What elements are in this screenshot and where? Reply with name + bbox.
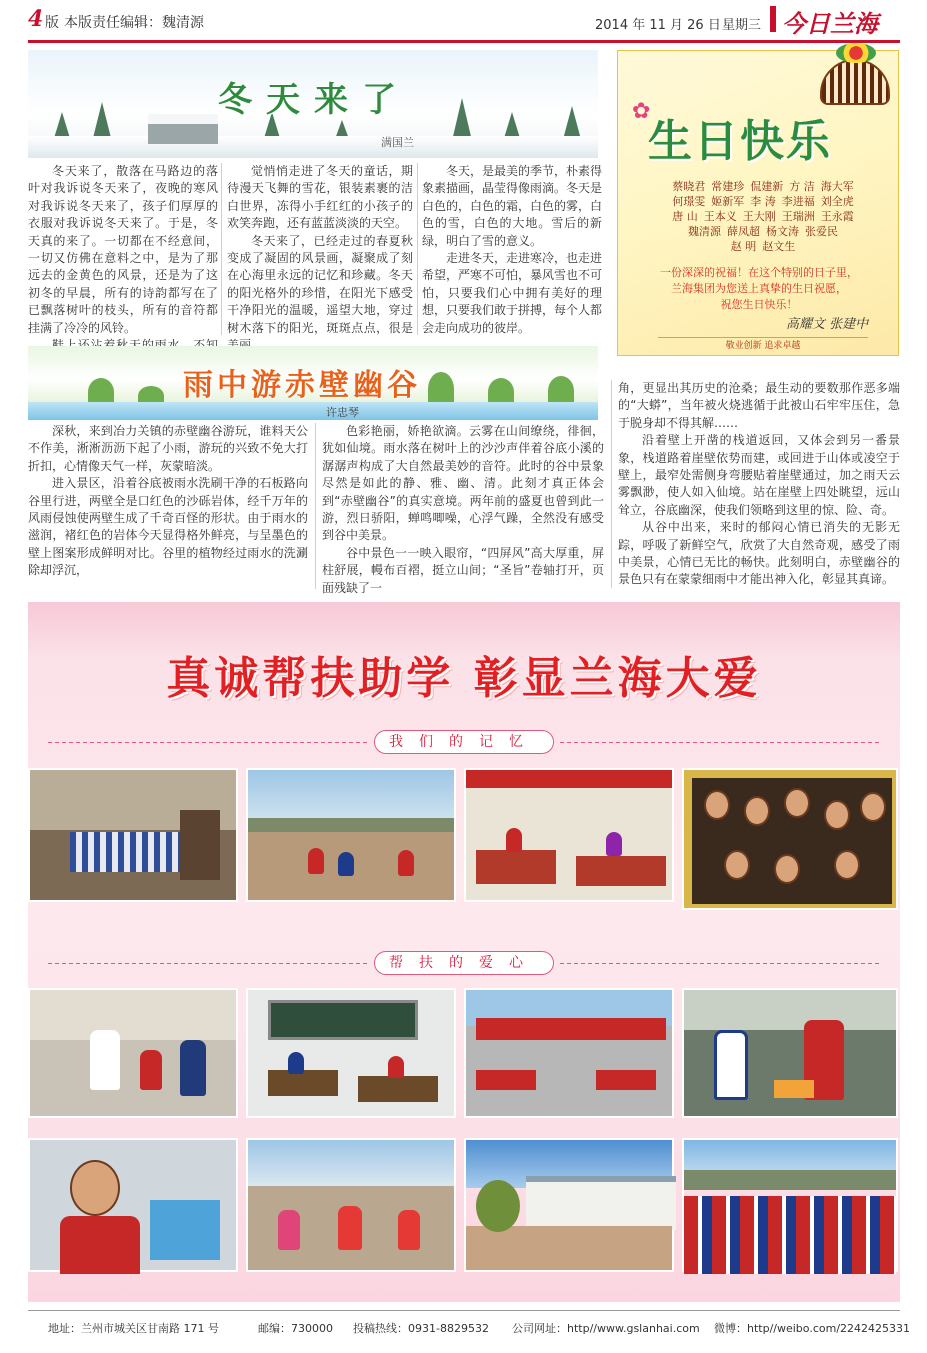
brand-marker	[770, 6, 776, 32]
student-figure	[714, 1030, 748, 1100]
valley-banner	[28, 346, 598, 420]
paragraph: 进入景区，沿着谷底被雨水洗刷干净的石板路向谷里行进，两壁全是口红色的沙砾岩体，经千万年的风雨侵蚀使两壁生成了千奇百怪的形状。由于雨水的滋润，褚红色的岩体今天显得格外鲜亮，与呈墨色的壁上图案形成鲜明对比。谷里的植物经过雨水的洗涮除却浮沉，	[28, 476, 308, 578]
hills	[684, 1170, 896, 1190]
issue-weekday: 星期三	[722, 18, 762, 33]
winter-banner	[28, 50, 598, 158]
trees-line	[248, 818, 454, 832]
donation-board	[596, 1070, 656, 1090]
page-unit: 版	[45, 15, 59, 31]
employee-name: 王大刚	[742, 210, 776, 223]
snow-ground	[28, 136, 598, 158]
student-figure	[338, 1206, 362, 1250]
employee-name: 唐 山	[672, 210, 698, 223]
photo-schoolyard	[246, 768, 456, 902]
photo-girls-playground	[246, 1138, 456, 1272]
cake-icon	[820, 59, 890, 105]
child-face	[724, 850, 750, 880]
valley-column-2	[322, 423, 604, 595]
valley-column-1	[28, 423, 308, 589]
flower-icon: ✿	[632, 99, 651, 124]
student-figure	[140, 1050, 162, 1090]
valley-column-3	[618, 380, 900, 588]
birthday-name-list	[638, 179, 888, 254]
valley-article-title: 雨中游赤壁幽谷	[183, 368, 421, 403]
paragraph: 冬天来了，已经走过的春夏秋变成了凝固的风景画，凝聚成了刻在心海里永远的记忆和珍藏。冬天的阳光格外的珍惜，在阳光下感受干净阳光的温暖，遥望大地，穿过树木落下的阳光，斑斑点点，很是	[227, 233, 413, 335]
adult-figure	[180, 1040, 206, 1096]
student-figure	[398, 850, 414, 876]
tree-icon	[476, 1180, 520, 1232]
company-motto: 敬业创新 追求卓越	[658, 337, 868, 353]
desk	[476, 850, 556, 884]
child-face	[704, 790, 730, 820]
brand-logo: 今日兰海	[782, 9, 878, 38]
footer-divider	[28, 1310, 900, 1311]
footer-postcode: 邮编：730000	[258, 1322, 333, 1335]
employee-name: 杨文涛	[766, 225, 799, 238]
name-row	[638, 179, 888, 194]
child-face	[784, 788, 810, 818]
child-face	[860, 792, 886, 822]
photo-dormitory-bed	[28, 768, 238, 902]
column-divider	[315, 423, 316, 589]
employee-name: 赵文生	[762, 240, 796, 253]
tree-icon	[428, 372, 454, 406]
name-row	[638, 209, 888, 224]
paragraph: 觉悄悄走进了冬天的童话，期待漫天飞舞的雪花，银装素裹的洁白世界，冻得小手红红的小孩子的欢笑奔跑，还有蓝蓝淡淡的天空。	[227, 164, 413, 231]
employee-name: 刘全虎	[820, 195, 854, 208]
wish-line: 兰海集团为您送上真挚的生日祝愿，	[671, 282, 847, 295]
birthday-title: 生日快乐	[648, 116, 832, 167]
winter-article-title: 冬天来了	[218, 80, 410, 120]
paragraph: 角，更显出其历史的沧桑；最生动的要数那作恶多端的“大蟒”，当年被火烧逃循于此被山石牢牢压住，急于脱身却不得其解……	[618, 381, 900, 430]
desk	[576, 856, 666, 886]
paragraph: 沿着壁上开凿的栈道返回，又体会到另一番景象，栈道路着崖壁依势而建，或回进于山体或凌空于壁上，最窄处需侧身弯腰贴着崖壁通过，加之雨天云雾飘渺，使人如入仙境。站在崖壁上四处眺望，远山耸立，谷底幽深，使我们领略到这里的惊、险、奇。	[618, 433, 900, 517]
paragraph: 冬天，是最美的季节，朴素得象素描画，晶莹得像雨滴。冬天是白色的，白色的霜，白色的雾，白色的雪，白色的大地。雪后的新绿，明白了雪的意义。	[422, 164, 603, 248]
valley-article-author: 许忠琴	[326, 406, 359, 419]
employee-name: 李进福	[781, 195, 815, 208]
employee-name: 何璟雯	[672, 195, 706, 208]
donation-board	[476, 1070, 536, 1090]
photo-school-building	[464, 1138, 674, 1272]
employee-name: 薛凤超	[727, 225, 760, 238]
photo-giving-gifts	[682, 988, 898, 1118]
wish-line: 祝您生日快乐！	[720, 298, 798, 311]
footer-hotline: 投稿热线：0931-8829532	[353, 1322, 489, 1335]
student-group	[684, 1196, 896, 1274]
student-figure	[506, 828, 522, 852]
gift-package	[150, 1200, 220, 1260]
cabinet	[180, 810, 220, 880]
child-face	[834, 850, 860, 880]
student-figure	[388, 1056, 404, 1078]
dotted-rule	[48, 963, 368, 964]
masthead	[0, 0, 927, 44]
photo-child-with-gifts	[28, 1138, 238, 1272]
gift-box	[774, 1080, 814, 1098]
paragraph: 走进冬天，走进寒冷，也走进希望，严寒不可怕，暴风雪也不可怕，只要我们心中拥有美好的理想，只要我们敢于拼搏，每个人都会走向成功的彼岸。	[422, 251, 603, 335]
section-label-caring: 帮扶的爱心	[374, 951, 554, 975]
lake	[28, 402, 598, 420]
employee-name: 蔡晓君	[672, 180, 706, 193]
birthday-signature: 高耀文 张建中	[786, 317, 869, 332]
desk	[268, 1070, 338, 1096]
employee-name: 王瑞洲	[781, 210, 815, 223]
header-divider	[28, 40, 900, 43]
section-label-memories: 我们的记忆	[374, 730, 554, 754]
winter-article-author: 满国兰	[381, 136, 414, 149]
student-figure	[338, 852, 354, 876]
name-row	[638, 194, 888, 209]
footer-website[interactable]: 公司网址：http//www.gslanhai.com	[512, 1322, 700, 1335]
blackboard	[268, 1000, 418, 1040]
photo-children-window	[682, 768, 898, 910]
issue-date: 2014 年 11 月 26 日	[595, 18, 721, 33]
column-divider	[417, 163, 418, 335]
wish-line: 一份深深的祝福！在这个特别的日子里，	[660, 266, 858, 279]
photo-classroom-students	[464, 768, 674, 902]
employee-name: 侃建新	[750, 180, 784, 193]
employee-name: 李 涛	[750, 195, 776, 208]
student-figure	[606, 832, 622, 856]
paragraph: 深秋，来到冶力关镇的赤壁幽谷游玩，谁料天公不作美，淅淅沥沥下起了小雨，游玩的兴致不免大打折扣，心情像天气一样，灰蒙暗淡。	[28, 424, 308, 473]
column-divider	[611, 380, 612, 588]
footer-weibo[interactable]: 微博：http//weibo.com/2242425331	[714, 1322, 911, 1335]
classroom-banner	[466, 770, 672, 788]
employee-name: 王本义	[703, 210, 737, 223]
employee-name: 赵 明	[730, 240, 757, 253]
employee-name: 张爱民	[805, 225, 838, 238]
name-row	[638, 224, 888, 239]
paragraph: 谷中景色一一映入眼帘，“四屏风”高大厚重，屏柱舒展，幔布百褶，挺立山间；“圣旨”卷轴打开，页面残缺了一	[322, 545, 604, 595]
school-building	[526, 1176, 676, 1230]
photo-donation-ceremony	[28, 988, 238, 1118]
student-figure	[288, 1052, 304, 1074]
child-face	[774, 854, 800, 884]
employee-name: 王永霞	[820, 210, 854, 223]
dotted-rule	[560, 963, 880, 964]
red-banner	[476, 1018, 666, 1040]
charity-headline: 真诚帮扶助学 彰显兰海大爱	[166, 653, 762, 704]
photo-new-classroom	[246, 988, 456, 1118]
winter-column-1	[28, 163, 218, 335]
employee-name: 魏清源	[688, 225, 721, 238]
employee-name: 常建珍	[711, 180, 745, 193]
employee-name: 方 洁	[789, 180, 815, 193]
photo-donation-banner	[464, 988, 674, 1118]
student-figure	[398, 1210, 420, 1250]
paragraph: 从谷中出来，来时的郁闷心情已消失的无影无踪，呼吸了新鲜空气，欣赏了大自然奇观，感受了雨中美景，心情已无比的畅快。此刻明白，赤壁幽谷的景色只有在蒙蒙细雨中才能出神入化，彰显其真谛。	[618, 520, 900, 587]
desk	[358, 1076, 438, 1102]
dotted-rule	[48, 742, 368, 743]
footer	[28, 1318, 911, 1338]
child-face	[744, 796, 770, 826]
photo-group-red-scarves	[682, 1138, 898, 1272]
paragraph: 色彩艳丽，娇艳欲滴。云雾在山间缭绕，徘徊，犹如仙境。雨水落在树叶上的沙沙声伴着谷底小溪的潺潺声构成了大自然最美妙的音符。此时的谷中景象尽然是如此的静、雅、幽、清。此刻才真正体会到“赤壁幽谷”的真实意境。两年前的盛夏也曾到此一游，烈日骄阳，蝉鸣唧噪，心浮气躁，全然没有感受到谷中美景。	[322, 424, 604, 543]
student-figure	[308, 848, 324, 874]
paragraph: 冬天来了，散落在马路边的落叶对我诉说冬天来了，夜晚的寒风对我诉说冬天来了，孩子们厚厚的衣服对我诉说冬天来了。于是，冬天真的来了。一切都在不经意间，一切又仿佛在意料之中，是为了那远去的金黄色的风景，还是为了这初冬的早晨，所有的诗韵都写在了已飘落树叶的枝头，所有的音符都挂满了冷冷的风铃。	[28, 164, 218, 335]
name-row	[638, 239, 888, 254]
editor-credit: 本版责任编辑：魏清源	[64, 15, 204, 31]
child-face	[70, 1160, 120, 1216]
winter-column-2	[227, 163, 413, 335]
employee-name: 姬新军	[711, 195, 745, 208]
birthday-card	[617, 50, 899, 356]
dotted-rule	[560, 742, 880, 743]
charity-section	[28, 602, 900, 1302]
child-face	[824, 800, 850, 830]
winter-column-3	[422, 163, 602, 335]
page-number: 4	[28, 6, 44, 32]
bed	[70, 832, 180, 872]
birthday-wish	[634, 265, 884, 313]
column-divider	[221, 163, 222, 335]
footer-address: 地址：兰州市城关区甘南路 171 号	[48, 1322, 219, 1335]
snowy-house-icon	[148, 114, 218, 144]
adult-figure	[90, 1030, 120, 1090]
employee-name: 海大军	[820, 180, 854, 193]
student-figure	[278, 1210, 300, 1250]
child-jacket	[60, 1216, 140, 1274]
